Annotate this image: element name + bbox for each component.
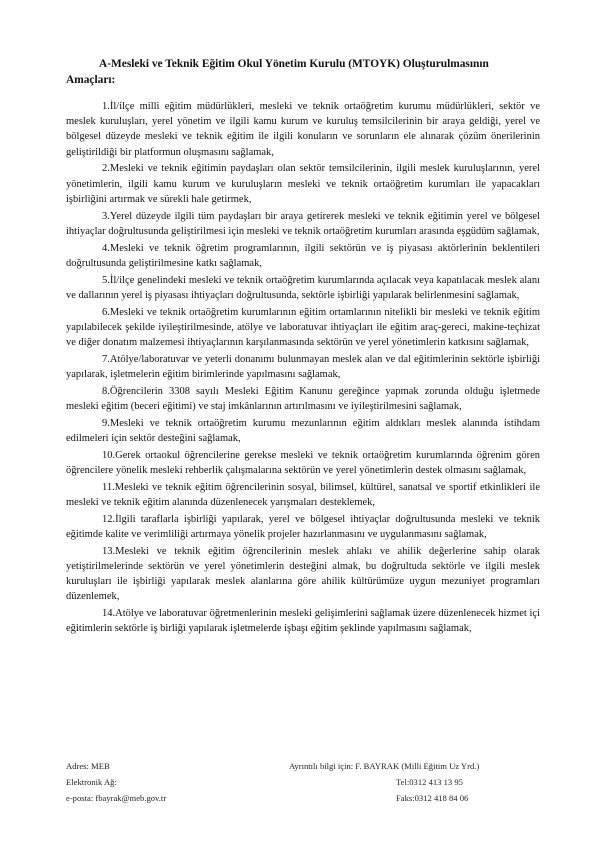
footer-email[interactable]: e-posta: fbayrak@meb.gov.tr xyxy=(66,793,167,803)
document-title xyxy=(66,57,536,88)
footer-row-1 xyxy=(66,758,540,774)
purpose-item-5: 5.İl/ilçe genelindeki mesleki ve teknik ortaöğretim kurumlarında açılacak veya kapatılacak meslek alanı ve dallarının yerel iş piyasası ihtiyaçları doğrultusunda, sektörle işbirliği yapılarak belirlenmesini sağlamak, xyxy=(66,274,540,301)
footer-address: Adres: MEB xyxy=(66,761,110,771)
purpose-item-3: 3.Yerel düzeyde ilgili tüm paydaşları bir araya getirerek mesleki ve teknik eğitimin yerel ve bölgesel ihtiyaçlar doğrultusunda geliştirilmesi için mesleki ve teknik ortaöğretim kurumları arasında eşgüdüm sağlamak, xyxy=(66,210,540,237)
footer-row-2 xyxy=(66,774,540,790)
page-footer xyxy=(66,758,540,806)
footer-fax: Faks:0312 418 84 06 xyxy=(396,793,469,803)
purpose-item-13: 13.Mesleki ve teknik eğitim öğrencilerinin meslek ahlakı ve ahilik değerlerine sahip olarak yetiştirilmelerinde sektörün ve yerel yönetimlerin desteğini almak, bu doğrultuda sektörle ve ilgili meslek kuruluşları ile işbirliği yapılarak meslek alanlarına göre ahilik kültürümüze uygun mezuniyet programları düzenlemek, xyxy=(66,545,540,603)
purpose-list xyxy=(66,99,540,638)
purpose-item-6: 6.Mesleki ve teknik ortaöğretim kurumlarının eğitim ortamlarının nitelikli bir mesleki ve teknik eğitim yapılabilecek şekilde iyileştirilmesinde, atölye ve laboratuvar ihtiyaçları ile eğitim araç-gereci, makine-teçhizat ve diğer donatım malzemesi ihtiyaçlarının karşılanmasında sektörün ve yerel yönetimlerin katkısını sağlamak, xyxy=(66,306,540,349)
footer-phone: Tel:0312 413 13 95 xyxy=(396,777,463,787)
purpose-item-4: 4.Mesleki ve teknik öğretim programlarının, ilgili sektörün ve iş piyasası aktörlerinin beklentileri doğrultusunda geliştirilmesine katkı sağlamak, xyxy=(66,242,540,269)
purpose-item-14: 14.Atölye ve laboratuvar öğretmenlerinin mesleki gelişimlerini sağlamak üzere düzenlenecek hizmet içi eğitimlerin sektörle iş birliği yapılarak işletmelerde işbaşı eğitim şeklinde yapılmasını sağlamak, xyxy=(66,608,540,635)
purpose-item-8: 8.Öğrencilerin 3308 sayılı Mesleki Eğitim Kanunu gereğince yapmak zorunda olduğu işletmede mesleki eğitim (beceri eğitimi) ve staj imkânlarının artırılmasını ve iyileştirilmesini sağlamak, xyxy=(66,385,540,413)
purpose-item-1: 1.İl/ilçe milli eğitim müdürlükleri, mesleki ve teknik ortaöğretim kurumu müdürlükleri, sektör ve meslek kuruluşları, yerel yönetim ve ilgili kamu kurum ve kuruluş temsilcilerinin bir araya geldiği, yerel ve bölgesel düzeyde mesleki ve teknik eğitim ile ilgili konuların ve sorunların ele alınarak çözüm önerilerinin geliştirildiği bir platformun oluşmasını sağlamak, xyxy=(66,101,540,158)
footer-row-3 xyxy=(66,790,540,806)
purpose-item-11: 11.Mesleki ve teknik eğitim öğrencilerinin sosyal, bilimsel, kültürel, sanatsal ve sportif etkinlikleri ile mesleki ve teknik eğitim alanında düzenlenecek yarışmaları desteklemek, xyxy=(66,481,540,509)
purpose-item-10: 10.Gerek ortaokul öğrencilerine gerekse mesleki ve teknik ortaöğretim kurumlarında öğrenim gören öğrencilere yönelik mesleki rehberlik çalışmalarına sektörün ve yerel yönetimlerin destek olmasını sağlamak, xyxy=(66,449,540,477)
purpose-item-7: 7.Atölye/laboratuvar ve yeterli donanımı bulunmayan meslek alan ve dal eğitimlerinin sektörle işbirliği yapılarak, işletmelerin eğitim birimlerinde yapılmasını sağlamak, xyxy=(66,353,540,381)
footer-electronic: Elektronik Ağ: xyxy=(66,777,117,787)
title-line-2: Amaçları: xyxy=(66,73,116,86)
purpose-item-12: 12.İlgili taraflarla işbirliği yapılarak, yerel ve bölgesel ihtiyaçlar doğrultusunda mesleki ve teknik eğitimde kalite ve verimliliği artırmaya yönelik projeler hazırlanmasını ve uygulanmasını sağlamak, xyxy=(66,513,540,541)
purpose-item-2: 2.Mesleki ve teknik eğitimin paydaşları olan sektör temsilcilerinin, ilgili meslek kuruluşlarının, yerel yönetimlerin, ilgili kamu kurum ve kuruluşların mesleki ve teknik ortaöğretim kurumları ile yapacakları işbirliğini artırmak ve sürekli hale getirmek, xyxy=(66,163,540,205)
title-line-1: A-Mesleki ve Teknik Eğitim Okul Yönetim Kurulu (MTOYK) Oluşturulmasının xyxy=(99,58,489,70)
footer-contact: Ayrıntılı bilgi için: F. BAYRAK (Milli Eğitim Uz Yrd.) xyxy=(289,761,480,771)
purpose-item-9: 9.Mesleki ve teknik ortaöğretim kurumu mezunlarının eğitim aldıkları meslek alanında istihdam edilmeleri için sektör desteğini sağlamak, xyxy=(66,417,540,445)
